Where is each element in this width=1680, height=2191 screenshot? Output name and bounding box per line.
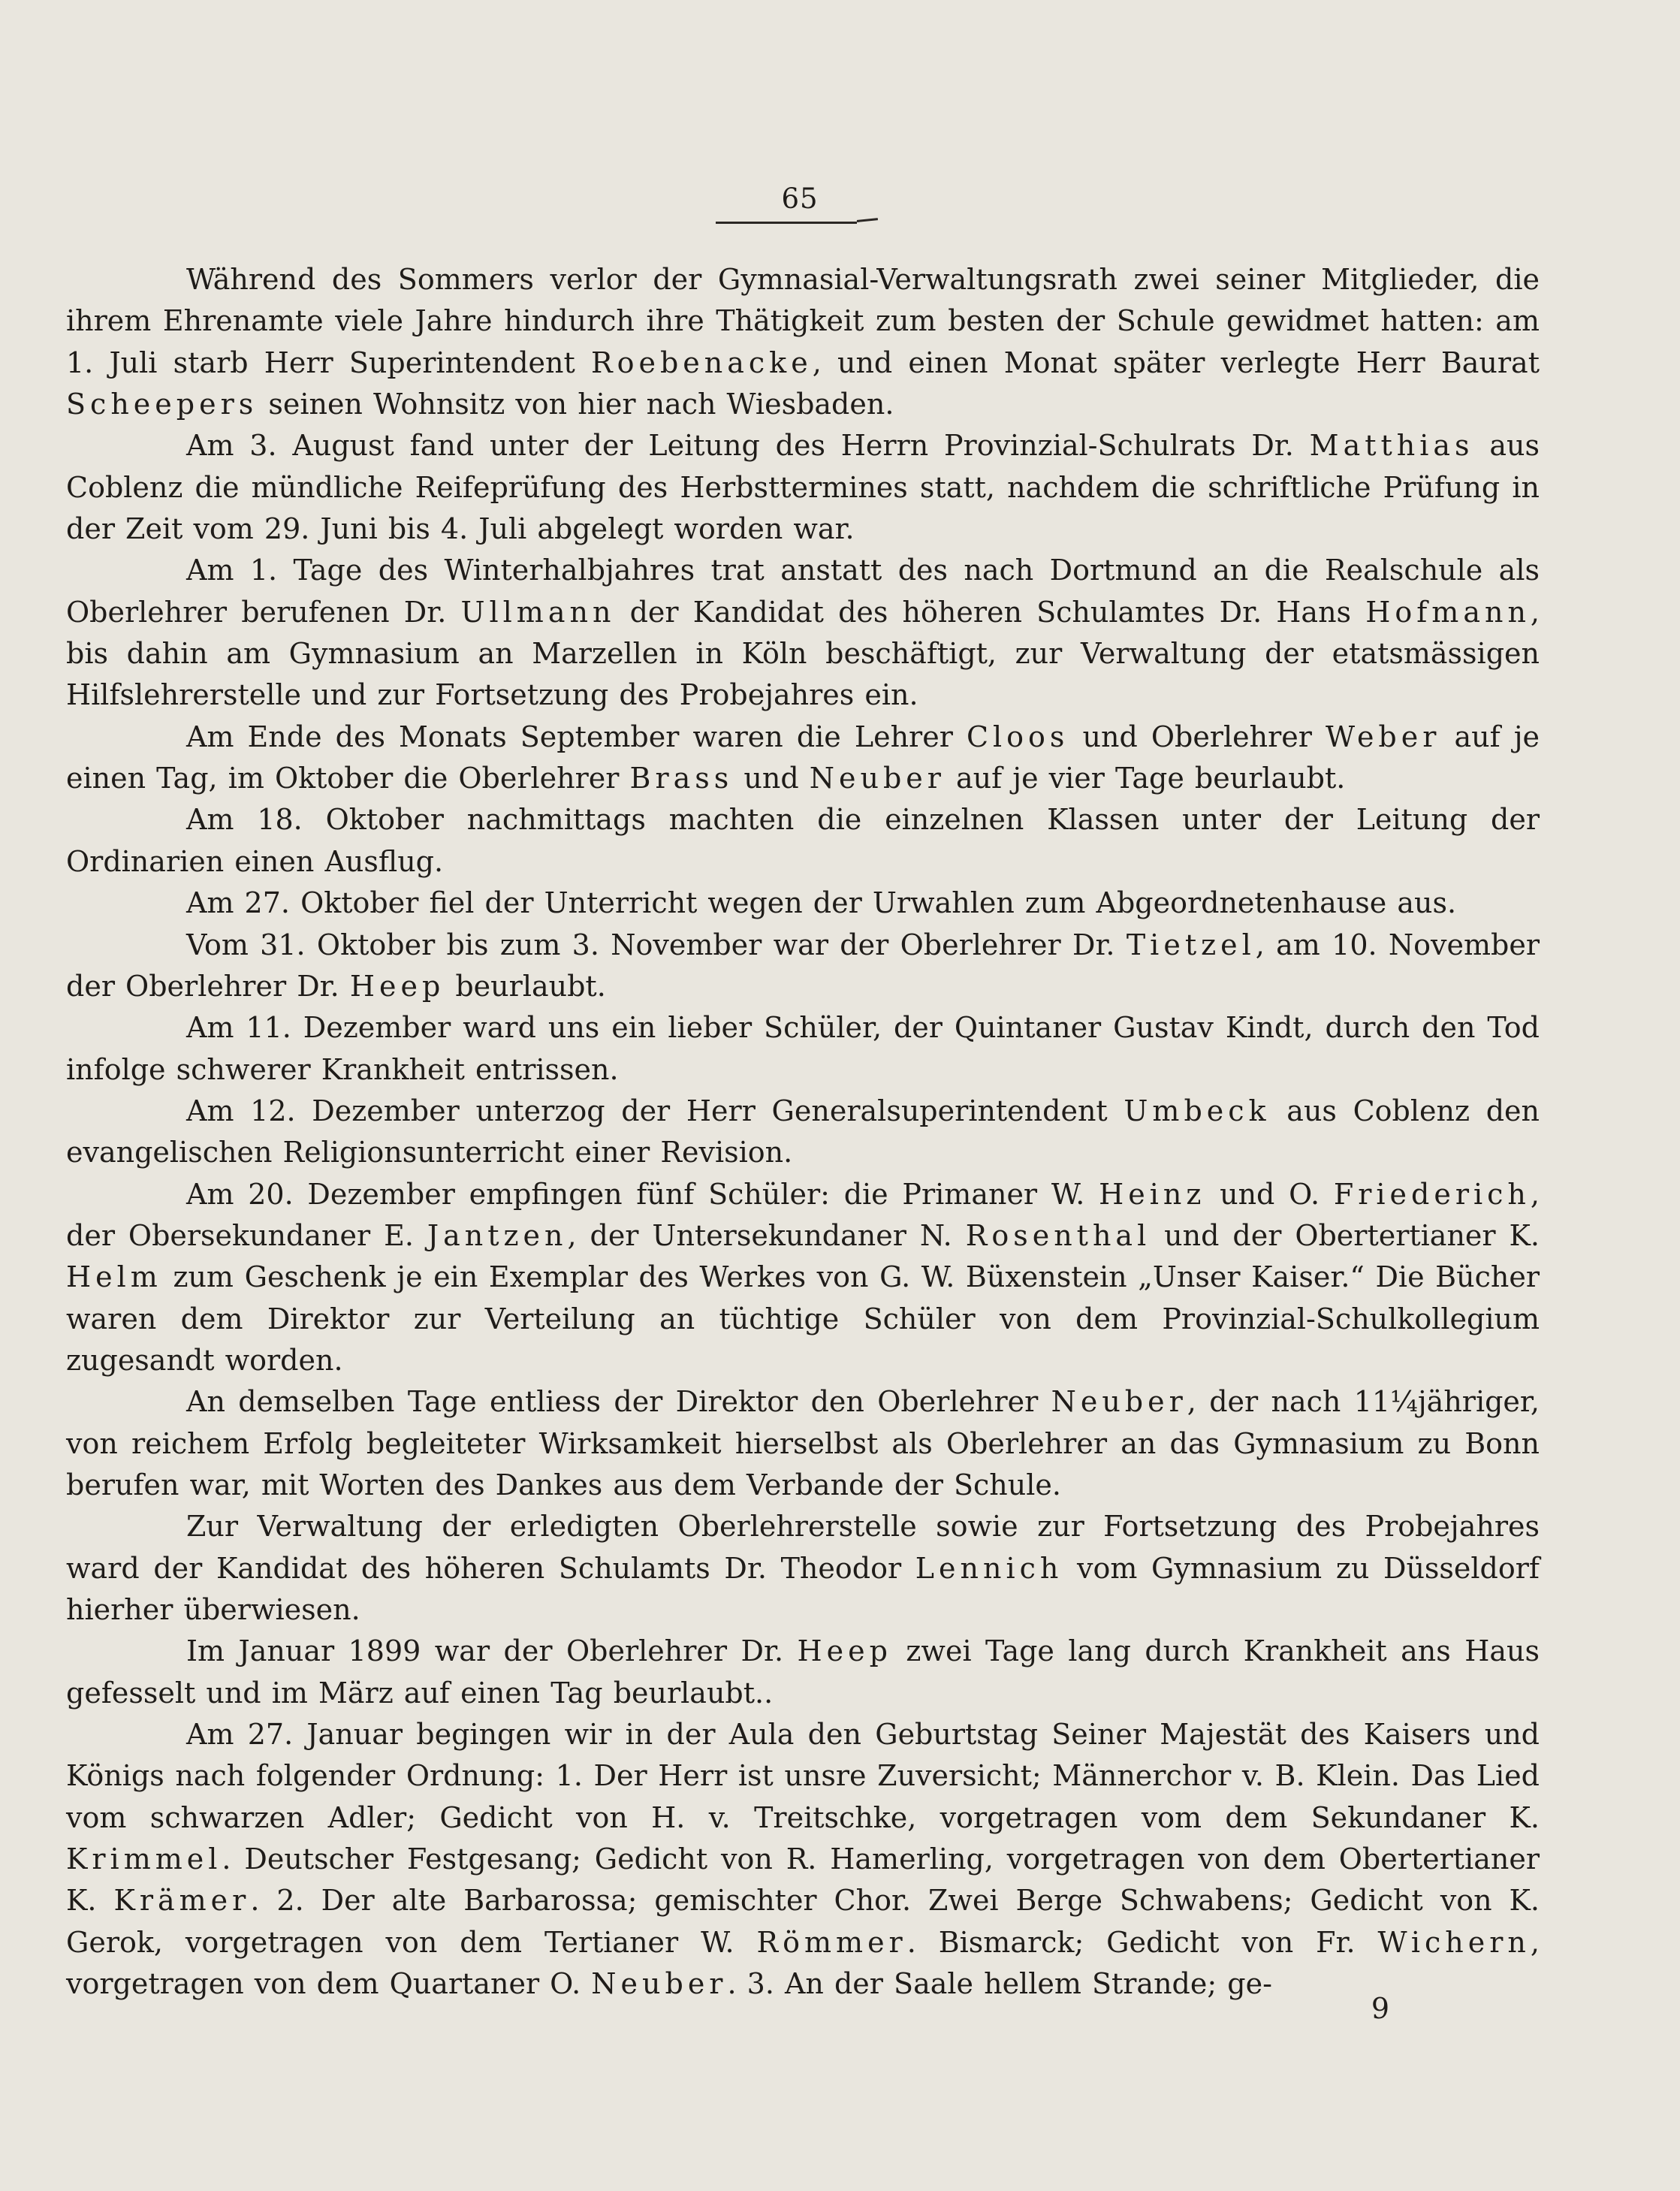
spaced-name: Helm	[66, 1260, 162, 1294]
text-run: und	[733, 762, 810, 795]
spaced-name: Hofmann	[1365, 595, 1531, 629]
text-run: , der Obersekundaner E.	[66, 1177, 1540, 1252]
spaced-name: Scheepers	[66, 388, 258, 421]
paragraph	[66, 1174, 1540, 1382]
spaced-name: Rosenthal	[965, 1218, 1151, 1252]
spaced-name: Brass	[629, 762, 734, 795]
paragraph	[66, 717, 1540, 800]
spaced-name: Friederich	[1333, 1177, 1531, 1211]
text-run: , der nach 11¼jähriger, von reichem Erfolg begleiteter Wirksamkeit hierselbst als Oberlehrer an das Gymnasium zu Bonn berufen war, mit Worten des Dankes aus dem Verbande der Schule.	[66, 1385, 1540, 1501]
text-run: und der Obertertianer K.	[1151, 1218, 1540, 1252]
spaced-name: Matthias	[1309, 429, 1474, 463]
text-run: , am 10. November der Oberlehrer Dr.	[66, 928, 1540, 1003]
text-run: beurlaubt.	[445, 969, 606, 1003]
paragraph	[66, 883, 1540, 924]
paragraph	[66, 1631, 1540, 1714]
printer-signature-mark: 9	[1371, 1992, 1390, 2025]
text-run: Am 20. Dezember empfingen fünf Schüler: die Primaner W.	[186, 1177, 1099, 1211]
text-run: Am 12. Dezember unterzog der Herr Generalsuperintendent	[186, 1094, 1124, 1127]
spaced-name: Krämer	[113, 1884, 251, 1918]
spaced-name: Heinz	[1099, 1177, 1206, 1211]
text-run: An demselben Tage entliess der Direktor den Oberlehrer	[186, 1385, 1051, 1419]
spaced-name: Neuber	[591, 1967, 728, 2001]
page-number: 65	[781, 183, 819, 215]
spaced-name: Roebenacke	[590, 346, 813, 379]
paragraph	[66, 550, 1540, 716]
spaced-name: Heep	[349, 969, 445, 1003]
text-run: Vom 31. Oktober bis zum 3. November war der Oberlehrer Dr.	[186, 928, 1127, 961]
text-run: und O.	[1205, 1177, 1334, 1211]
text-run: seinen Wohnsitz von hier nach Wiesbaden.	[258, 388, 894, 421]
text-run: aus Coblenz die mündliche Reifeprüfung des Herbsttermines statt, nachdem die schriftliche Prüfung in der Zeit vom 29. Juni bis 4. Juli abgelegt worden war.	[66, 429, 1540, 546]
text-run: . Bismarck; Gedicht von Fr.	[906, 1925, 1378, 1959]
text-run: , der Untersekundaner N.	[567, 1218, 966, 1252]
spaced-name: Wichern	[1377, 1925, 1531, 1959]
text-run: Am 11. Dezember ward uns ein lieber Schüler, der Quintaner Gustav Kindt, durch den Tod infolge schwerer Krankheit entrissen.	[66, 1011, 1540, 1086]
spaced-name: Ullmann	[460, 595, 616, 629]
text-run: zum Geschenk je ein Exemplar des Werkes von G. W. Büxenstein „Unser Kaiser.“ Die Bücher waren dem Direktor zur Verteilung an tüchtige Schüler von dem Provinzial-Schulkollegium zugesandt worden.	[66, 1260, 1540, 1377]
paragraph	[66, 1091, 1540, 1174]
paragraph	[66, 1007, 1540, 1091]
text-run: . 2. Der alte Barbarossa; gemischter Chor. Zwei Berge Schwabens; Gedicht von K. Gerok, vorgetragen von dem Tertianer W.	[66, 1884, 1540, 1959]
spaced-name: Cloos	[966, 720, 1069, 753]
text-run: Am 3. August fand unter der Leitung des Herrn Provinzial-Schulrats Dr.	[186, 429, 1310, 463]
paragraph	[66, 1506, 1540, 1631]
text-run: , vorgetragen von dem Quartaner O.	[66, 1925, 1540, 2001]
spaced-name: Lennich	[915, 1551, 1063, 1585]
text-run: Während des Sommers verlor der Gymnasial-Verwaltungsrath zwei seiner Mitglieder, die ihrem Ehrenamte viele Jahre hindurch ihre Thätigkeit zum besten der Schule gewidmet hatten: am 1. Juli starb Herr Superintendent	[66, 263, 1540, 379]
paragraph	[66, 1714, 1540, 2005]
text-run: der Kandidat des höheren Schulamtes Dr. Hans	[615, 595, 1366, 629]
spaced-name: Neuber	[809, 762, 946, 795]
text-run: Am 27. Oktober fiel der Unterricht wegen der Urwahlen zum Abgeordnetenhause aus.	[186, 886, 1457, 920]
header-rule	[716, 222, 857, 224]
text-run: Am 18. Oktober nachmittags machten die einzelnen Klassen unter der Leitung der Ordinarien einen Ausflug.	[66, 803, 1540, 878]
spaced-name: Jantzen	[427, 1218, 568, 1252]
spaced-name: Römmer	[756, 1925, 907, 1959]
body-text	[66, 259, 1540, 2005]
paragraph	[66, 425, 1540, 550]
paragraph	[66, 259, 1540, 425]
paragraph	[66, 799, 1540, 883]
text-run: Am 1. Tage des Winterhalbjahres trat anstatt des nach Dortmund an die Realschule als Oberlehrer berufenen Dr.	[66, 554, 1540, 629]
text-run: . 3. An der Saale hellem Strande; ge-	[727, 1967, 1272, 2001]
paragraph	[66, 1381, 1540, 1506]
spaced-name: Weber	[1325, 720, 1441, 753]
text-run: auf je einen Tag, im Oktober die Oberlehrer	[66, 720, 1540, 795]
text-run: Am Ende des Monats September waren die Lehrer	[186, 720, 967, 753]
text-run: auf je vier Tage beurlaubt.	[945, 762, 1346, 795]
spaced-name: Umbeck	[1124, 1094, 1271, 1127]
spaced-name: Tietzel	[1126, 928, 1256, 961]
text-run: Am 27. Januar begingen wir in der Aula den Geburtstag Seiner Majestät des Kaisers und Königs nach folgender Ordnung: 1. Der Herr ist unsre Zuversicht; Männerchor v. B. Klein. Das Lied vom schwarzen Adler; Gedicht von H. v. Treitschke, vorgetragen vom dem Sekundaner K.	[66, 1718, 1540, 1834]
text-run: Zur Verwaltung der erledigten Oberlehrerstelle sowie zur Fortsetzung des Probejahres ward der Kandidat des höheren Schulamts Dr. Theodor	[66, 1510, 1540, 1585]
text-run: aus Coblenz den evangelischen Religionsunterricht einer Revision.	[66, 1094, 1540, 1169]
text-run: Im Januar 1899 war der Oberlehrer Dr.	[186, 1634, 798, 1668]
text-run: und Oberlehrer	[1069, 720, 1326, 753]
spaced-name: Heep	[797, 1634, 892, 1668]
text-run: , und einen Monat später verlegte Herr Baurat	[812, 346, 1540, 379]
text-run: . Deutscher Festgesang; Gedicht von R. Hamerling, vorgetragen von dem Obertertianer K.	[66, 1842, 1540, 1918]
paragraph	[66, 925, 1540, 1008]
text-run: vom Gymnasium zu Düsseldorf hierher überwiesen.	[66, 1551, 1540, 1626]
header-rule-flourish	[857, 218, 878, 222]
spaced-name: Krimmel	[66, 1842, 222, 1876]
spaced-name: Neuber	[1051, 1385, 1187, 1419]
text-run: , bis dahin am Gymnasium an Marzellen in Köln beschäftigt, zur Verwaltung der etatsmässigen Hilfslehrerstelle und zur Fortsetzung des Probejahres ein.	[66, 595, 1540, 712]
text-run: zwei Tage lang durch Krankheit ans Haus gefesselt und im März auf einen Tag beurlaubt..	[66, 1634, 1540, 1710]
